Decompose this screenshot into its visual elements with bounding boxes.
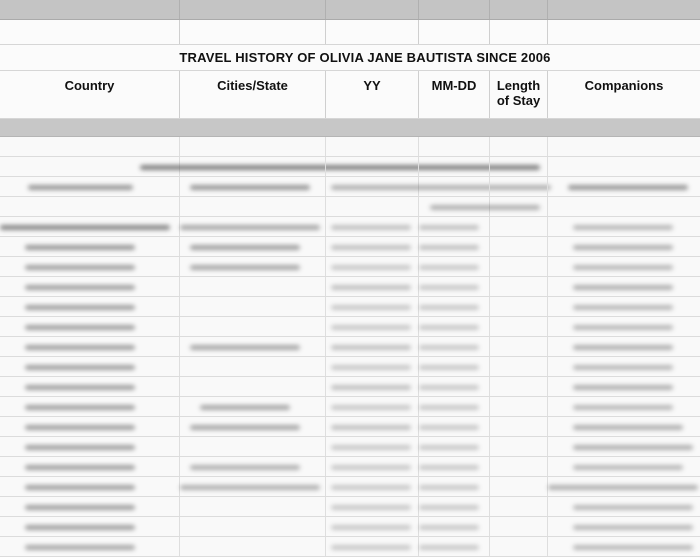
table-cell[interactable]	[326, 497, 419, 516]
table-cell[interactable]	[419, 377, 490, 396]
obscured-text	[25, 505, 135, 510]
obscured-text	[419, 305, 479, 310]
table-cell[interactable]	[490, 497, 548, 516]
table-cell[interactable]	[548, 217, 700, 236]
obscured-text	[190, 345, 300, 350]
obscured-text	[568, 185, 688, 190]
obscured-text	[0, 225, 170, 230]
obscured-text	[573, 305, 673, 310]
table-cell[interactable]	[0, 357, 180, 376]
obscured-text	[190, 425, 300, 430]
table-cell[interactable]	[326, 337, 419, 356]
table-cell[interactable]	[0, 337, 180, 356]
obscured-text	[548, 485, 698, 490]
table-cell[interactable]	[180, 257, 326, 276]
obscured-text	[200, 405, 290, 410]
obscured-text	[573, 385, 673, 390]
table-cell[interactable]	[490, 377, 548, 396]
table-cell[interactable]	[419, 317, 490, 336]
table-cell[interactable]	[326, 457, 419, 476]
obscured-text	[331, 325, 411, 330]
table-row[interactable]	[0, 317, 700, 337]
column-header-d[interactable]	[419, 0, 490, 19]
table-cell[interactable]	[326, 397, 419, 416]
table-cell[interactable]	[0, 457, 180, 476]
table-cell[interactable]	[548, 397, 700, 416]
column-header-bar[interactable]	[0, 0, 700, 20]
table-cell[interactable]	[0, 137, 180, 156]
obscured-text	[331, 265, 411, 270]
obscured-text	[28, 185, 133, 190]
table-cell[interactable]	[419, 337, 490, 356]
table-cell[interactable]	[0, 217, 180, 236]
table-cell[interactable]	[490, 157, 548, 176]
obscured-text	[419, 365, 479, 370]
table-cell[interactable]	[419, 237, 490, 256]
table-cell[interactable]	[326, 277, 419, 296]
table-cell[interactable]	[419, 217, 490, 236]
table-cell[interactable]	[180, 437, 326, 456]
obscured-text	[331, 345, 411, 350]
obscured-text	[25, 365, 135, 370]
table-row[interactable]	[0, 477, 700, 497]
table-cell[interactable]	[419, 437, 490, 456]
obscured-text	[419, 425, 479, 430]
table-cell[interactable]	[180, 177, 326, 196]
table-cell[interactable]	[490, 257, 548, 276]
table-cell[interactable]	[180, 237, 326, 256]
table-cell[interactable]	[419, 477, 490, 496]
cell[interactable]	[326, 20, 419, 44]
table-cell[interactable]	[490, 517, 548, 536]
table-cell[interactable]	[0, 197, 180, 216]
table-row[interactable]	[0, 437, 700, 457]
obscured-text	[419, 465, 479, 470]
table-cell[interactable]	[180, 137, 326, 156]
header-mm-dd[interactable]: MM-DD	[419, 71, 490, 118]
table-cell[interactable]	[548, 417, 700, 436]
obscured-text	[25, 465, 135, 470]
obscured-text	[419, 285, 479, 290]
column-header-f[interactable]	[548, 0, 700, 19]
table-cell[interactable]	[180, 477, 326, 496]
table-cell[interactable]	[326, 437, 419, 456]
obscured-text	[573, 445, 693, 450]
table-cell[interactable]	[419, 177, 490, 196]
obscured-text	[25, 545, 135, 550]
table-cell[interactable]	[490, 397, 548, 416]
table-cell[interactable]	[490, 297, 548, 316]
table-cell[interactable]	[0, 377, 180, 396]
table-cell[interactable]	[0, 437, 180, 456]
obscured-text	[573, 265, 673, 270]
table-cell[interactable]	[419, 257, 490, 276]
table-cell[interactable]	[419, 457, 490, 476]
table-cell[interactable]	[490, 277, 548, 296]
obscured-text	[419, 445, 479, 450]
obscured-text	[180, 225, 320, 230]
table-cell[interactable]	[180, 537, 326, 556]
table-cell[interactable]	[419, 417, 490, 436]
table-row[interactable]	[0, 417, 700, 437]
title-row[interactable]	[0, 45, 700, 71]
table-cell[interactable]	[180, 417, 326, 436]
obscured-text	[419, 325, 479, 330]
table-cell[interactable]	[326, 537, 419, 556]
table-cell[interactable]	[180, 217, 326, 236]
table-row[interactable]	[0, 237, 700, 257]
obscured-text	[25, 285, 135, 290]
table-cell[interactable]	[490, 197, 548, 216]
table-cell[interactable]	[180, 277, 326, 296]
obscured-text	[419, 405, 479, 410]
table-cell[interactable]	[548, 517, 700, 536]
table-cell[interactable]	[326, 197, 419, 216]
table-cell[interactable]	[326, 237, 419, 256]
table-cell[interactable]	[326, 357, 419, 376]
column-header-a[interactable]	[0, 0, 180, 19]
column-header-b[interactable]	[180, 0, 326, 19]
obscured-text	[331, 525, 411, 530]
table-row[interactable]	[0, 457, 700, 477]
obscured-text	[419, 225, 479, 230]
obscured-text	[331, 285, 411, 290]
table-cell[interactable]	[490, 477, 548, 496]
table-cell[interactable]	[490, 457, 548, 476]
table-row[interactable]	[0, 497, 700, 517]
header-length-of-stay-label: Length of Stay	[496, 78, 541, 108]
table-row[interactable]	[0, 357, 700, 377]
obscured-text	[25, 245, 135, 250]
obscured-text	[573, 545, 693, 550]
obscured-text	[25, 525, 135, 530]
table-row[interactable]	[0, 217, 700, 237]
table-row[interactable]	[0, 337, 700, 357]
obscured-text	[419, 525, 479, 530]
table-row[interactable]	[0, 397, 700, 417]
table-header-row[interactable]	[0, 71, 700, 119]
header-cities-state[interactable]: Cities/State	[180, 71, 326, 118]
table-cell[interactable]	[419, 137, 490, 156]
obscured-text	[331, 385, 411, 390]
table-cell[interactable]	[180, 357, 326, 376]
obscured-text	[331, 425, 411, 430]
obscured-text	[331, 485, 411, 490]
obscured-text	[419, 485, 479, 490]
obscured-text	[573, 365, 673, 370]
table-row[interactable]	[0, 377, 700, 397]
table-cell[interactable]	[548, 257, 700, 276]
obscured-text	[25, 265, 135, 270]
table-cell[interactable]	[180, 377, 326, 396]
table-cell[interactable]	[326, 137, 419, 156]
obscured-text	[573, 285, 673, 290]
obscured-text	[25, 485, 135, 490]
obscured-text	[573, 425, 683, 430]
cell[interactable]	[490, 20, 548, 44]
table-cell[interactable]	[0, 297, 180, 316]
cell[interactable]	[180, 20, 326, 44]
obscured-text	[573, 325, 673, 330]
blank-row[interactable]	[0, 20, 700, 45]
obscured-text	[573, 505, 693, 510]
table-cell[interactable]	[548, 197, 700, 216]
obscured-text	[573, 245, 673, 250]
obscured-text	[419, 505, 479, 510]
cell[interactable]	[548, 20, 700, 44]
obscured-text	[419, 265, 479, 270]
cell[interactable]	[419, 20, 490, 44]
table-cell[interactable]	[0, 397, 180, 416]
obscured-text	[573, 225, 673, 230]
obscured-text	[25, 425, 135, 430]
table-cell[interactable]	[180, 497, 326, 516]
table-cell[interactable]	[180, 197, 326, 216]
table-row[interactable]	[0, 277, 700, 297]
table-cell[interactable]	[490, 317, 548, 336]
obscured-text	[25, 305, 135, 310]
table-row[interactable]	[0, 257, 700, 277]
obscured-text	[419, 345, 479, 350]
table-cell[interactable]	[180, 457, 326, 476]
obscured-text	[190, 265, 300, 270]
table-cell[interactable]	[490, 177, 548, 196]
table-cell[interactable]	[548, 497, 700, 516]
table-cell[interactable]	[548, 357, 700, 376]
obscured-text	[180, 485, 320, 490]
table-cell[interactable]	[419, 277, 490, 296]
table-row[interactable]	[0, 157, 700, 177]
header-companions[interactable]: Companions	[584, 78, 664, 93]
table-cell[interactable]	[0, 157, 180, 176]
obscured-text	[25, 385, 135, 390]
obscured-text	[419, 385, 479, 390]
table-cell[interactable]	[548, 157, 700, 176]
table-cell[interactable]	[419, 537, 490, 556]
obscured-text	[573, 525, 693, 530]
table-cell[interactable]	[180, 317, 326, 336]
table-cell[interactable]	[0, 417, 180, 436]
table-row[interactable]	[0, 537, 700, 557]
table-cell[interactable]	[490, 217, 548, 236]
obscured-text	[190, 185, 310, 190]
table-cell[interactable]	[0, 317, 180, 336]
table-cell[interactable]	[0, 477, 180, 496]
header-yy[interactable]: YY	[326, 71, 419, 118]
table-cell[interactable]	[180, 157, 326, 176]
table-cell[interactable]	[419, 497, 490, 516]
table-cell[interactable]	[0, 537, 180, 556]
obscured-text	[25, 345, 135, 350]
table-cell[interactable]	[548, 337, 700, 356]
obscured-text	[190, 465, 300, 470]
table-cell[interactable]	[180, 297, 326, 316]
obscured-text	[573, 345, 673, 350]
table-cell[interactable]	[548, 437, 700, 456]
obscured-text	[419, 545, 479, 550]
separator-band	[0, 119, 700, 137]
table-cell[interactable]	[326, 257, 419, 276]
table-cell[interactable]	[419, 357, 490, 376]
header-country[interactable]: Country	[0, 71, 180, 118]
sheet-title: TRAVEL HISTORY OF OLIVIA JANE BAUTISTA SINCE 2006	[179, 50, 551, 65]
obscured-text	[190, 245, 300, 250]
table-cell[interactable]	[548, 477, 700, 496]
table-cell[interactable]	[180, 517, 326, 536]
table-cell[interactable]	[548, 377, 700, 396]
table-cell[interactable]	[326, 517, 419, 536]
obscured-text	[331, 445, 411, 450]
table-cell[interactable]	[326, 377, 419, 396]
table-cell[interactable]	[326, 477, 419, 496]
table-cell[interactable]	[0, 517, 180, 536]
obscured-text	[331, 305, 411, 310]
table-cell[interactable]	[548, 457, 700, 476]
table-cell[interactable]	[548, 297, 700, 316]
table-cell[interactable]	[490, 137, 548, 156]
obscured-text	[573, 465, 683, 470]
table-row[interactable]	[0, 197, 700, 217]
table-row[interactable]	[0, 517, 700, 537]
table-cell[interactable]	[326, 217, 419, 236]
table-cell[interactable]	[548, 277, 700, 296]
table-row[interactable]	[0, 137, 700, 157]
table-cell[interactable]	[0, 497, 180, 516]
obscured-text	[331, 545, 411, 550]
table-cell[interactable]	[548, 537, 700, 556]
obscured-text	[331, 465, 411, 470]
table-cell[interactable]	[548, 237, 700, 256]
table-cell[interactable]	[548, 137, 700, 156]
table-cell[interactable]	[490, 337, 548, 356]
table-cell[interactable]	[180, 397, 326, 416]
table-cell[interactable]	[326, 157, 419, 176]
obscured-text	[573, 405, 673, 410]
obscured-text	[331, 505, 411, 510]
obscured-text	[331, 225, 411, 230]
column-header-e[interactable]	[490, 0, 548, 19]
table-cell[interactable]	[0, 277, 180, 296]
table-cell[interactable]	[490, 537, 548, 556]
obscured-text	[331, 365, 411, 370]
table-cell[interactable]	[490, 237, 548, 256]
obscured-text	[430, 205, 540, 210]
table-row[interactable]	[0, 297, 700, 317]
table-cell[interactable]	[419, 157, 490, 176]
table-cell[interactable]	[326, 177, 419, 196]
obscured-text	[419, 245, 479, 250]
table-cell[interactable]	[419, 297, 490, 316]
table-cell[interactable]	[0, 257, 180, 276]
table-cell[interactable]	[326, 317, 419, 336]
table-cell[interactable]	[490, 437, 548, 456]
table-cell[interactable]	[326, 417, 419, 436]
table-cell[interactable]	[180, 337, 326, 356]
table-cell[interactable]	[326, 297, 419, 316]
table-cell[interactable]	[548, 177, 700, 196]
header-length-of-stay[interactable]	[490, 71, 548, 118]
table-row[interactable]	[0, 177, 700, 197]
obscured-text	[331, 245, 411, 250]
table-cell[interactable]	[490, 357, 548, 376]
table-cell[interactable]	[419, 517, 490, 536]
obscured-text	[331, 405, 411, 410]
obscured-text	[25, 445, 135, 450]
cell[interactable]	[0, 20, 180, 44]
obscured-text	[25, 405, 135, 410]
table-cell[interactable]	[0, 177, 180, 196]
column-header-c[interactable]	[326, 0, 419, 19]
table-cell[interactable]	[0, 237, 180, 256]
table-cell[interactable]	[419, 397, 490, 416]
table-cell[interactable]	[490, 417, 548, 436]
table-cell[interactable]	[548, 317, 700, 336]
obscured-text	[25, 325, 135, 330]
